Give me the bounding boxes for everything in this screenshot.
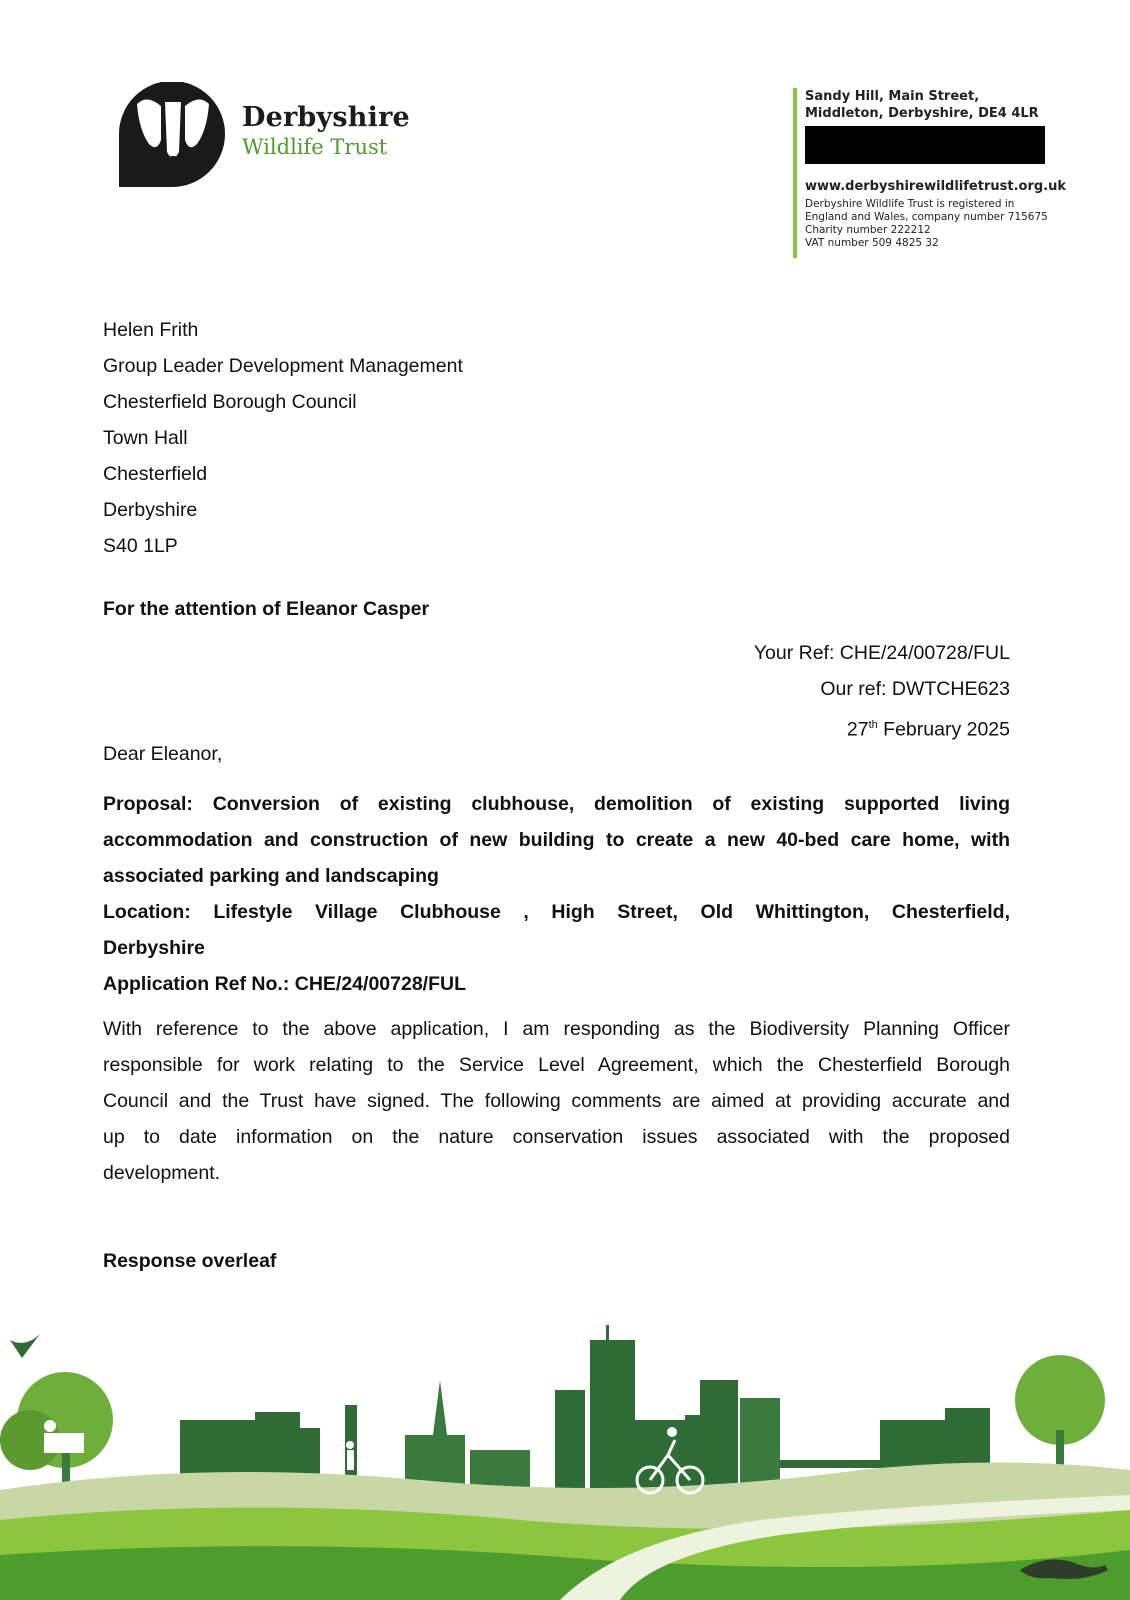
- reference-block: [754, 635, 1010, 748]
- location-line: Derbyshire: [103, 937, 205, 959]
- salutation: Dear Eleanor,: [103, 743, 223, 765]
- body-line: up to date information on the nature conservation issues associated with the proposed: [103, 1126, 1010, 1148]
- address-line: Middleton, Derbyshire, DE4 4LR: [805, 106, 1039, 121]
- logo-subtitle: Wildlife Trust: [242, 135, 388, 159]
- logo-name: Derbyshire: [242, 102, 410, 133]
- recipient-line: Group Leader Development Management: [103, 355, 463, 377]
- registration-line: VAT number 509 4825 32: [805, 237, 939, 249]
- location-line: Location: Lifestyle Village Clubhouse , High Street, Old Whittington, Chesterfield,: [103, 901, 1010, 923]
- recipient-line: Town Hall: [103, 427, 188, 449]
- address-line: Sandy Hill, Main Street,: [805, 89, 980, 104]
- badger-icon: [117, 82, 229, 192]
- response-overleaf: Response overleaf: [103, 1250, 277, 1272]
- registration-line: Charity number 222212: [805, 224, 931, 236]
- proposal-heading: [103, 786, 1010, 1002]
- registration-line: Derbyshire Wildlife Trust is registered in: [805, 198, 1015, 210]
- proposal-line: associated parking and landscaping: [103, 865, 439, 887]
- recipient-line: Derbyshire: [103, 499, 198, 521]
- redacted-contact: [805, 126, 1045, 164]
- proposal-line: accommodation and construction of new building to create a new 40-bed care home, with: [103, 829, 1010, 851]
- body-paragraph: [103, 1011, 1010, 1191]
- body-line: Council and the Trust have signed. The following comments are aimed at providing accurate and: [103, 1090, 1010, 1112]
- proposal-line: Proposal: Conversion of existing clubhouse, demolition of existing supported living: [103, 793, 1010, 815]
- recipient-line: S40 1LP: [103, 535, 178, 557]
- application-ref-line: Application Ref No.: CHE/24/00728/FUL: [103, 973, 466, 995]
- recipient-line: Helen Frith: [103, 319, 199, 341]
- our-ref: Our ref: DWTCHE623: [820, 678, 1010, 700]
- trust-logo: [117, 82, 417, 192]
- skyline-illustration: [0, 1320, 1130, 1600]
- body-line: With reference to the above application, I am responding as the Biodiversity Planning Officer: [103, 1018, 1010, 1040]
- recipient-line: Chesterfield Borough Council: [103, 391, 357, 413]
- recipient-line: Chesterfield: [103, 463, 208, 485]
- your-ref: Your Ref: CHE/24/00728/FUL: [753, 642, 1010, 664]
- letter-date: 27th February 2025: [846, 718, 1010, 741]
- letterhead-address: [793, 88, 1095, 258]
- body-line: responsible for work relating to the Service Level Agreement, which the Chesterfield Borough: [103, 1054, 1010, 1076]
- attention-line: For the attention of Eleanor Casper: [103, 598, 430, 620]
- body-line: development.: [103, 1162, 221, 1184]
- recipient-address: [103, 312, 463, 564]
- website-link[interactable]: www.derbyshirewildlifetrust.org.uk: [805, 179, 1066, 194]
- registration-line: England and Wales, company number 715675: [805, 211, 1048, 223]
